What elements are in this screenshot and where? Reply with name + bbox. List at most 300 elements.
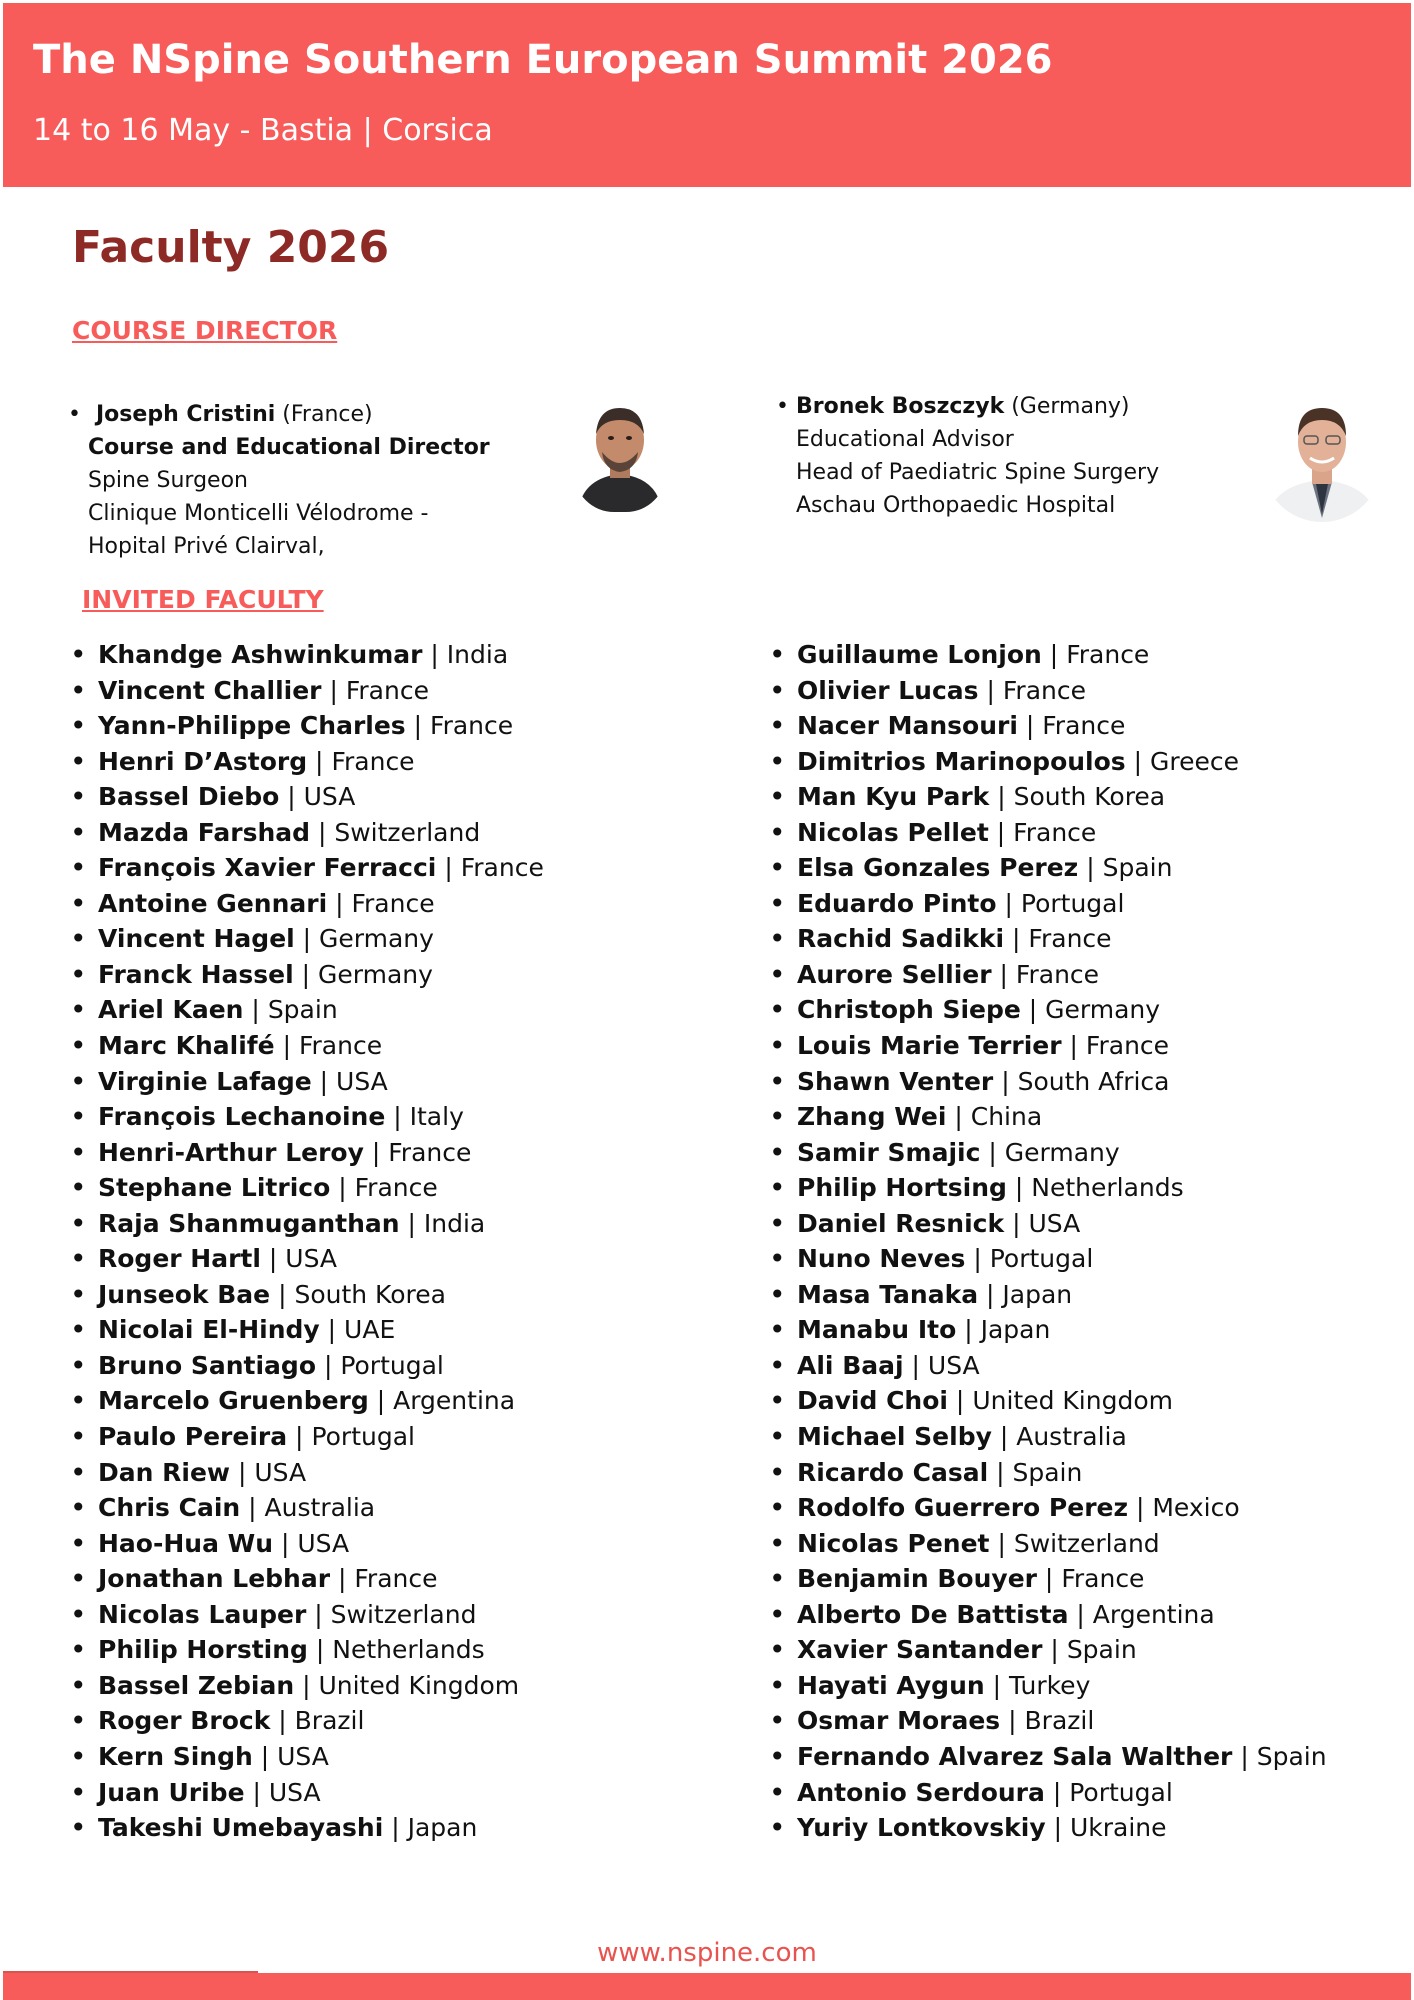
faculty-name: Nicolas Lauper <box>98 1599 307 1629</box>
separator: | <box>1041 640 1067 669</box>
faculty-country: France <box>1066 640 1150 669</box>
faculty-country: Portugal <box>340 1350 444 1380</box>
faculty-name: Juan Uribe <box>98 1777 245 1807</box>
separator: | <box>307 1635 333 1665</box>
separator: | <box>273 1528 298 1558</box>
faculty-country: Ukraine <box>1069 1813 1167 1843</box>
faculty-country: UAE <box>344 1315 396 1345</box>
faculty-member <box>769 1668 1327 1704</box>
faculty-member <box>70 1419 544 1455</box>
faculty-member <box>70 1170 544 1206</box>
separator: | <box>1125 746 1150 776</box>
faculty-name: Nicolas Pellet <box>797 817 989 847</box>
faculty-name: Kern Singh <box>98 1741 253 1771</box>
faculty-country: India <box>446 640 509 669</box>
faculty-name: Franck Hassel <box>98 959 294 989</box>
faculty-member <box>70 957 544 993</box>
faculty-member <box>70 1206 544 1242</box>
website-link[interactable]: www.nspine.com <box>597 1938 817 1968</box>
faculty-name: Chris Cain <box>98 1493 241 1523</box>
faculty-name: Khandge Ashwinkumar <box>98 640 423 669</box>
faculty-name: Nicolai El-Hindy <box>98 1315 320 1345</box>
separator: | <box>307 746 332 776</box>
director-joseph-cristini <box>68 398 490 563</box>
separator: | <box>946 1102 971 1132</box>
summit-title: The NSpine Southern European Summit 2026 <box>33 37 1053 83</box>
faculty-country: Japan <box>407 1813 478 1843</box>
separator: | <box>260 1244 286 1274</box>
faculty-country: Switzerland <box>1013 1528 1160 1558</box>
faculty-name: Philip Hortsing <box>797 1173 1007 1203</box>
bullet: • <box>776 394 789 419</box>
faculty-member <box>769 1028 1327 1064</box>
faculty-name: Antonio Serdoura <box>797 1777 1045 1807</box>
faculty-name: Christoph Siepe <box>797 995 1021 1025</box>
director-line: Head of Paediatric Spine Surgery <box>796 460 1160 485</box>
separator: | <box>230 1457 255 1487</box>
separator: | <box>363 1137 389 1167</box>
faculty-name: Jonathan Lebhar <box>98 1564 331 1594</box>
director-role: Course and Educational Director <box>88 435 490 460</box>
faculty-name: Manabu Ito <box>797 1315 957 1345</box>
faculty-name: Man Kyu Park <box>797 782 990 812</box>
separator: | <box>294 1670 319 1700</box>
faculty-list-right <box>769 637 1327 1846</box>
faculty-name: Nacer Mansouri <box>797 711 1018 741</box>
separator: | <box>1020 995 1046 1025</box>
faculty-member <box>70 1526 544 1562</box>
faculty-member <box>769 992 1327 1028</box>
separator: | <box>1006 1173 1032 1203</box>
faculty-member <box>769 1206 1327 1242</box>
faculty-name: Ricardo Casal <box>797 1457 989 1487</box>
faculty-member <box>70 1703 544 1739</box>
faculty-name: Osmar Moraes <box>797 1706 1001 1736</box>
faculty-name: Zhang Wei <box>797 1102 947 1132</box>
faculty-member <box>70 1597 544 1633</box>
faculty-country: USA <box>277 1741 329 1771</box>
faculty-name: Roger Brock <box>98 1706 271 1736</box>
separator: | <box>330 1173 355 1203</box>
faculty-country: India <box>423 1208 486 1238</box>
separator: | <box>368 1386 394 1416</box>
faculty-name: François Lechanoine <box>98 1102 386 1132</box>
faculty-country: Greece <box>1150 746 1239 776</box>
faculty-member <box>769 1775 1327 1811</box>
portrait-joseph-cristini <box>574 394 666 512</box>
faculty-country: Spain <box>1256 1741 1327 1771</box>
faculty-name: Louis Marie Terrier <box>797 1031 1062 1061</box>
separator: | <box>294 924 320 954</box>
faculty-member <box>70 921 544 957</box>
separator: | <box>436 853 461 883</box>
faculty-list-left <box>70 637 544 1846</box>
faculty-member <box>70 1739 544 1775</box>
faculty-name: Nicolas Penet <box>797 1528 990 1558</box>
separator: | <box>316 1350 341 1380</box>
faculty-name: Bassel Diebo <box>98 782 280 812</box>
separator: | <box>1004 924 1029 954</box>
faculty-member <box>70 1312 544 1348</box>
faculty-country: Portugal <box>1020 888 1125 918</box>
separator: | <box>993 1066 1018 1096</box>
faculty-member <box>769 1455 1327 1491</box>
separator: | <box>321 675 346 705</box>
faculty-member <box>70 673 544 709</box>
separator: | <box>1036 1564 1062 1594</box>
header-banner <box>3 3 1411 187</box>
faculty-name: Rodolfo Guerrero Perez <box>797 1493 1129 1523</box>
faculty-name: Elsa Gonzales Perez <box>797 853 1079 883</box>
faculty-country: China <box>970 1102 1043 1132</box>
faculty-member <box>769 921 1327 957</box>
faculty-country: France <box>1015 959 1100 989</box>
director-line: Aschau Orthopaedic Hospital <box>796 493 1116 518</box>
faculty-name: Marc Khalifé <box>98 1031 275 1061</box>
separator: | <box>991 1422 1017 1452</box>
faculty-country: Australia <box>1016 1422 1127 1452</box>
faculty-member <box>70 992 544 1028</box>
faculty-name: Samir Smajic <box>797 1137 981 1167</box>
faculty-member <box>769 1383 1327 1419</box>
faculty-member <box>70 1241 544 1277</box>
faculty-name: Henri-Arthur Leroy <box>98 1137 364 1167</box>
faculty-member <box>769 1632 1327 1668</box>
separator: | <box>244 1777 269 1807</box>
faculty-name: Takeshi Umebayashi <box>98 1813 384 1843</box>
faculty-name: Ariel Kaen <box>98 995 244 1025</box>
faculty-name: Vincent Hagel <box>98 924 295 954</box>
faculty-name: Ali Baaj <box>797 1350 904 1380</box>
faculty-country: Spain <box>1066 1635 1137 1665</box>
faculty-name: Yann-Philippe Charles <box>98 711 406 741</box>
faculty-member <box>70 1775 544 1811</box>
separator: | <box>1045 1813 1070 1843</box>
faculty-country: Japan <box>1002 1279 1073 1309</box>
director-name: Bronek Boszczyk <box>796 394 1005 419</box>
separator: | <box>287 1422 312 1452</box>
faculty-country: USA <box>336 1066 388 1096</box>
faculty-name: Daniel Resnick <box>797 1208 1005 1238</box>
faculty-member <box>70 637 544 673</box>
faculty-country: France <box>388 1137 472 1167</box>
faculty-name: Junseok Bae <box>98 1279 271 1309</box>
faculty-name: Virginie Lafage <box>98 1066 312 1096</box>
faculty-country: USA <box>1028 1208 1081 1238</box>
separator: | <box>293 959 319 989</box>
faculty-country: USA <box>297 1528 350 1558</box>
faculty-member <box>70 1810 544 1846</box>
director-line: Educational Advisor <box>796 427 1014 452</box>
faculty-member <box>70 1668 544 1704</box>
director-name-line <box>796 390 1159 423</box>
separator: | <box>319 1315 345 1345</box>
faculty-country: Spain <box>1012 1457 1083 1487</box>
faculty-name: Eduardo Pinto <box>797 888 997 918</box>
faculty-country: France <box>1042 711 1126 741</box>
faculty-member <box>70 1455 544 1491</box>
faculty-member <box>769 1241 1327 1277</box>
separator: | <box>240 1493 265 1523</box>
separator: | <box>383 1813 408 1843</box>
faculty-country: USA <box>303 782 356 812</box>
separator: | <box>1000 1706 1025 1736</box>
faculty-country: Switzerland <box>334 817 481 847</box>
separator: | <box>279 782 304 812</box>
separator: | <box>1044 1777 1070 1807</box>
faculty-country: France <box>1028 924 1112 954</box>
faculty-member <box>769 1419 1327 1455</box>
faculty-country: Turkey <box>1009 1670 1091 1700</box>
faculty-member <box>769 1064 1327 1100</box>
separator: | <box>996 888 1021 918</box>
faculty-country: Germany <box>1045 995 1161 1025</box>
faculty-member <box>769 1312 1327 1348</box>
faculty-name: Alberto De Battista <box>797 1599 1069 1629</box>
faculty-country: France <box>1061 1564 1145 1594</box>
director-country: (Germany) <box>1011 394 1130 419</box>
faculty-country: USA <box>268 1777 321 1807</box>
separator: | <box>243 995 268 1025</box>
faculty-member <box>769 1170 1327 1206</box>
faculty-country: France <box>345 675 429 705</box>
footer-bar <box>3 1973 1411 2000</box>
faculty-name: Shawn Venter <box>797 1066 994 1096</box>
faculty-member <box>769 708 1327 744</box>
separator: | <box>422 640 447 669</box>
faculty-country: Netherlands <box>332 1635 485 1665</box>
faculty-member <box>769 850 1327 886</box>
separator: | <box>252 1741 278 1771</box>
faculty-name: Philip Horsting <box>98 1635 308 1665</box>
faculty-country: United Kingdom <box>318 1670 520 1700</box>
separator: | <box>965 1244 990 1274</box>
faculty-name: Nuno Neves <box>797 1244 966 1274</box>
faculty-name: Benjamin Bouyer <box>797 1564 1037 1594</box>
faculty-country: USA <box>254 1457 307 1487</box>
faculty-member <box>70 1099 544 1135</box>
faculty-member <box>70 744 544 780</box>
director-country: (France) <box>282 402 373 427</box>
separator: | <box>310 817 335 847</box>
faculty-member <box>769 1526 1327 1562</box>
faculty-country: Brazil <box>294 1706 365 1736</box>
faculty-country: Italy <box>409 1102 464 1132</box>
faculty-name: Michael Selby <box>797 1422 992 1452</box>
separator: | <box>1042 1635 1067 1665</box>
faculty-member <box>70 708 544 744</box>
separator: | <box>1068 1599 1093 1629</box>
faculty-country: Mexico <box>1152 1493 1240 1523</box>
separator: | <box>1061 1031 1086 1061</box>
faculty-member <box>769 1810 1327 1846</box>
separator: | <box>1128 1493 1153 1523</box>
faculty-name: Mazda Farshad <box>98 817 311 847</box>
faculty-country: France <box>354 1173 438 1203</box>
faculty-country: France <box>354 1564 438 1594</box>
faculty-name: Hayati Aygun <box>797 1670 985 1700</box>
faculty-country: Portugal <box>311 1422 415 1452</box>
separator: | <box>947 1386 973 1416</box>
separator: | <box>903 1350 928 1380</box>
faculty-country: Argentina <box>1092 1599 1215 1629</box>
faculty-country: USA <box>285 1244 338 1274</box>
faculty-name: François Xavier Ferracci <box>98 853 437 883</box>
faculty-member <box>769 744 1327 780</box>
faculty-country: France <box>1002 675 1087 705</box>
director-bronek-boszczyk <box>776 390 1160 522</box>
faculty-member <box>769 886 1327 922</box>
separator: | <box>330 1564 355 1594</box>
faculty-member <box>70 779 544 815</box>
faculty-name: Olivier Lucas <box>797 675 979 705</box>
faculty-name: Raja Shanmuganthan <box>98 1208 400 1238</box>
faculty-member <box>769 673 1327 709</box>
faculty-member <box>70 1561 544 1597</box>
separator: | <box>991 959 1016 989</box>
separator: | <box>978 1279 1003 1309</box>
separator: | <box>988 817 1014 847</box>
faculty-country: France <box>460 853 544 883</box>
faculty-country: Portugal <box>989 1244 1094 1274</box>
invited-faculty-label: INVITED FACULTY <box>82 585 324 614</box>
separator: | <box>956 1315 981 1345</box>
separator: | <box>988 1457 1013 1487</box>
faculty-country: Spain <box>267 995 338 1025</box>
faculty-member <box>70 850 544 886</box>
separator: | <box>984 1670 1009 1700</box>
faculty-country: Switzerland <box>330 1599 477 1629</box>
separator: | <box>306 1599 331 1629</box>
faculty-name: Stephane Litrico <box>98 1173 331 1203</box>
separator: | <box>270 1706 295 1736</box>
faculty-member <box>70 1632 544 1668</box>
faculty-country: Japan <box>980 1315 1051 1345</box>
faculty-country: Germany <box>319 924 434 954</box>
faculty-member <box>769 1348 1327 1384</box>
director-line: Spine Surgeon <box>88 468 248 493</box>
separator: | <box>270 1279 295 1309</box>
director-name: Joseph Cristini <box>96 402 276 427</box>
faculty-country: France <box>1085 1031 1170 1061</box>
faculty-member <box>769 1277 1327 1313</box>
faculty-member <box>769 637 1327 673</box>
course-director-label: COURSE DIRECTOR <box>72 316 338 345</box>
faculty-member <box>70 1277 544 1313</box>
faculty-country: United Kingdom <box>972 1386 1173 1416</box>
faculty-member <box>769 1099 1327 1135</box>
faculty-member <box>70 1348 544 1384</box>
faculty-country: Australia <box>264 1493 376 1523</box>
faculty-member <box>769 1703 1327 1739</box>
faculty-member <box>769 1490 1327 1526</box>
faculty-country: France <box>331 746 415 776</box>
faculty-country: South Africa <box>1017 1066 1170 1096</box>
faculty-country: France <box>351 888 435 918</box>
faculty-country: Spain <box>1102 853 1173 883</box>
faculty-name: Marcelo Gruenberg <box>98 1386 369 1416</box>
director-name-line <box>88 398 490 431</box>
separator: | <box>1004 1208 1029 1238</box>
faculty-member <box>70 1383 544 1419</box>
faculty-member <box>769 1597 1327 1633</box>
faculty-name: Dimitrios Marinopoulos <box>797 746 1126 776</box>
faculty-name: Henri D’Astorg <box>98 746 308 776</box>
bullet: • <box>68 402 81 427</box>
portrait-image <box>1262 390 1382 522</box>
faculty-member <box>70 1490 544 1526</box>
faculty-name: Dan Riew <box>98 1457 230 1487</box>
faculty-name: Bassel Zebian <box>98 1670 295 1700</box>
faculty-name: Rachid Sadikki <box>797 924 1005 954</box>
separator: | <box>989 1528 1014 1558</box>
separator: | <box>327 888 352 918</box>
faculty-country: France <box>1013 817 1097 847</box>
portrait-bronek-boszczyk <box>1262 390 1382 522</box>
faculty-name: Masa Tanaka <box>797 1279 979 1309</box>
faculty-country: France <box>298 1031 383 1061</box>
separator: | <box>274 1031 299 1061</box>
separator: | <box>980 1137 1005 1167</box>
separator: | <box>385 1102 410 1132</box>
faculty-member <box>70 1135 544 1171</box>
faculty-name: Paulo Pereira <box>98 1422 288 1452</box>
faculty-country: Portugal <box>1069 1777 1173 1807</box>
faculty-country: Brazil <box>1024 1706 1095 1736</box>
faculty-name: Aurore Sellier <box>797 959 992 989</box>
faculty-country: France <box>430 711 514 741</box>
separator: | <box>311 1066 337 1096</box>
separator: | <box>978 675 1003 705</box>
faculty-country: South Korea <box>1013 782 1166 812</box>
faculty-country: Netherlands <box>1031 1173 1184 1203</box>
separator: | <box>1017 711 1043 741</box>
faculty-country: South Korea <box>294 1279 446 1309</box>
separator: | <box>1078 853 1103 883</box>
director-line: Clinique Monticelli Vélodrome - <box>88 501 429 526</box>
faculty-name: Hao-Hua Wu <box>98 1528 274 1558</box>
separator: | <box>989 782 1014 812</box>
faculty-member <box>769 1561 1327 1597</box>
faculty-name: Antoine Gennari <box>98 888 328 918</box>
faculty-country: Argentina <box>393 1386 516 1416</box>
faculty-name: Bruno Santiago <box>98 1350 316 1380</box>
faculty-country: Germany <box>1004 1137 1120 1167</box>
portrait-image <box>574 394 666 512</box>
faculty-name: David Choi <box>797 1386 948 1416</box>
faculty-member <box>769 957 1327 993</box>
faculty-name: Vincent Challier <box>98 675 322 705</box>
faculty-member <box>769 779 1327 815</box>
faculty-member <box>769 1135 1327 1171</box>
faculty-member <box>70 886 544 922</box>
faculty-member <box>769 1739 1327 1775</box>
faculty-member <box>70 1064 544 1100</box>
faculty-member <box>769 815 1327 851</box>
summit-date-location: 14 to 16 May - Bastia | Corsica <box>33 113 493 148</box>
faculty-member <box>70 1028 544 1064</box>
faculty-name: Fernando Alvarez Sala Walther <box>797 1741 1233 1771</box>
faculty-country: USA <box>927 1350 980 1380</box>
faculty-country: Germany <box>318 959 433 989</box>
page-title: Faculty 2026 <box>72 222 390 273</box>
faculty-name: Xavier Santander <box>797 1635 1043 1665</box>
faculty-name: Roger Hartl <box>98 1244 261 1274</box>
faculty-member <box>70 815 544 851</box>
faculty-name: Yuriy Lontkovskiy <box>797 1813 1046 1843</box>
separator: | <box>1232 1741 1257 1771</box>
separator: | <box>405 711 431 741</box>
